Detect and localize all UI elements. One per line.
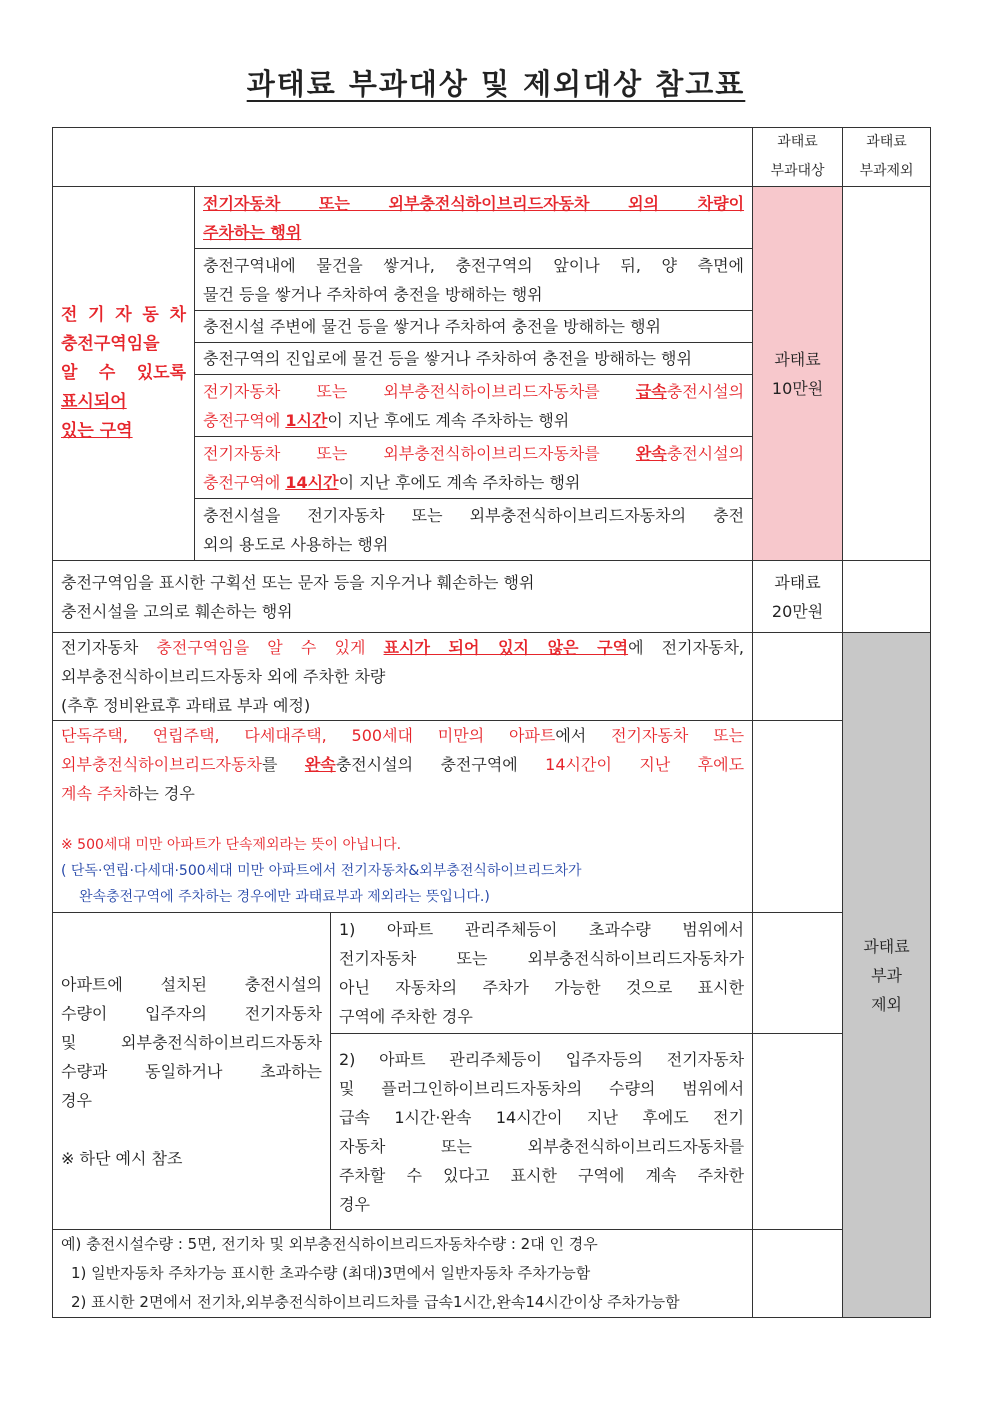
exempt-case-2: 2) 아파트 관리주체등이 입주자등의 전기자동차 및 플러그인하이브리드자동차의 수량의 범위에서 급속 1시간·완속 14시간이 지난 후에도 전기 자동차 또는 외부충전식하이브리드자동차를 주차할 수 있다고 표시한 구역에 계속 주차한 경우 <box>331 1034 753 1230</box>
impose-blank-5b <box>753 1034 843 1230</box>
exempt-blank-1 <box>843 187 931 561</box>
exempt-apartment-condition: 아파트에 설치된 충전시설의 수량이 입주자의 전기자동차 및 외부충전식하이브리드자동차 수량과 동일하거나 초과하는 경우 ※ 하단 예시 참조 <box>53 913 331 1230</box>
zone-label: 전 기 자 동 차 충전구역임을 알 수 있도록 표시되어 있는 구역 <box>53 187 195 561</box>
impose-blank-5a <box>753 913 843 1034</box>
table-row <box>53 721 931 913</box>
page-title: 과태료 부과대상 및 제외대상 참고표 <box>246 67 746 101</box>
table-row <box>53 561 931 633</box>
header-blank <box>53 128 753 187</box>
exempt-blank-2 <box>843 561 931 633</box>
exempt-small-housing: 단독주택, 연립주택, 다세대주택, 500세대 미만의 아파트에서 전기자동차 또는 외부충전식하이브리드자동차를 완속충전시설의 충전구역에 14시간이 지난 후에도 계속 주차하는 경우 ※ 500세대 미만 아파트가 단속제외라는 뜻이 아닙니다. ( 단독·연립·다세대·500세대 미만 아파트에서 전기자동차&외부충전식하이브리드차가 완속충전구역에 주차하는 경우에만 과태료부과 제외라는 뜻입니다.) <box>53 721 753 913</box>
violation-damage: 충전구역임을 표시한 구획선 또는 문자 등을 지우거나 훼손하는 행위 충전시설을 고의로 훼손하는 행위 <box>53 561 753 633</box>
table-row <box>53 633 931 721</box>
violation-non-ev-parking: 전기자동차 또는 외부충전식하이브리드자동차 외의 차량이 주차하는 행위 <box>195 187 753 249</box>
header-impose: 과태료 부과대상 <box>753 128 843 187</box>
exempt-case-1: 1) 아파트 관리주체등이 초과수량 범위에서 전기자동차 또는 외부충전식하이브리드자동차가 아닌 자동차의 주차가 가능한 것으로 표시한 구역에 주차한 경우 <box>331 913 753 1034</box>
exempt-label: 과태료 부과 제외 <box>843 633 931 1318</box>
exempt-unmarked-zone: 전기자동차 충전구역임을 알 수 있게 표시가 되어 있지 않은 구역에 전기자동차, 외부충전식하이브리드자동차 외에 주차한 차량 (추후 정비완료후 과태료 부과 예정) <box>53 633 753 721</box>
violation-stack-items: 충전구역내에 물건을 쌓거나, 충전구역의 앞이나 뒤, 양 측면에 물건 등을 쌓거나 주차하여 충전을 방해하는 행위 <box>195 249 753 311</box>
violation-other-use: 충전시설을 전기자동차 또는 외부충전식하이브리드자동차의 충전 외의 용도로 사용하는 행위 <box>195 499 753 561</box>
table-row <box>53 913 931 1034</box>
fine-10man: 과태료 10만원 <box>753 187 843 561</box>
header-exempt: 과태료 부과제외 <box>843 128 931 187</box>
impose-blank-3 <box>753 633 843 721</box>
violation-entrance-obstruct: 충전구역의 진입로에 물건 등을 쌓거나 주차하여 충전을 방해하는 행위 <box>195 343 753 375</box>
violation-slow-charge-14h: 전기자동차 또는 외부충전식하이브리드자동차를 완속충전시설의 충전구역에 14시간이 지난 후에도 계속 주차하는 행위 <box>195 437 753 499</box>
fine-20man: 과태료 20만원 <box>753 561 843 633</box>
header-row <box>53 128 931 187</box>
violation-facility-obstruct: 충전시설 주변에 물건 등을 쌓거나 주차하여 충전을 방해하는 행위 <box>195 311 753 343</box>
violation-fast-charge-1h: 전기자동차 또는 외부충전식하이브리드자동차를 급속충전시설의 충전구역에 1시간이 지난 후에도 계속 주차하는 행위 <box>195 375 753 437</box>
impose-blank-6 <box>753 1230 843 1318</box>
table-row <box>53 1230 931 1318</box>
fine-reference-table <box>52 127 931 1318</box>
example-note: 예) 충전시설수량 : 5면, 전기차 및 외부충전식하이브리드자동차수량 : 2대 인 경우 1) 일반자동차 주차가능 표시한 초과수량 (최대)3면에서 일반자동차 주차가능함 2) 표시한 2면에서 전기차,외부충전식하이브리드차를 급속1시간,완속14시간이상 주차가능함 <box>53 1230 753 1318</box>
impose-blank-4 <box>753 721 843 913</box>
table-row <box>53 187 931 249</box>
